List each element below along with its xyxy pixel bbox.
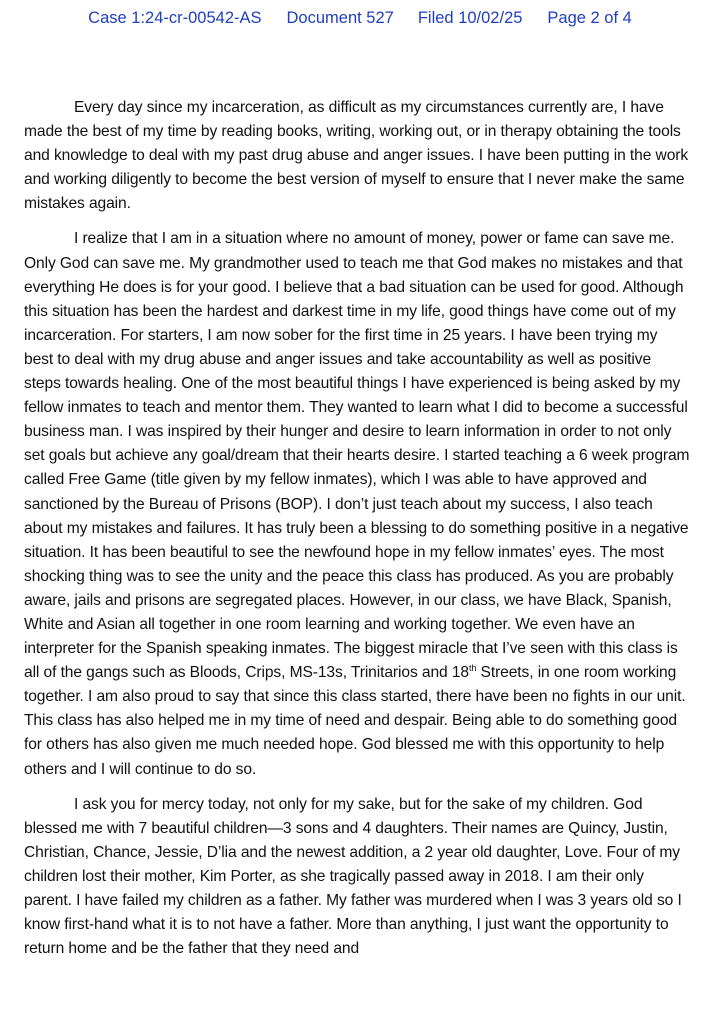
court-filing-header [0, 9, 720, 28]
paragraph-text-part-1: I realize that I am in a situation where no amount of money, power or fame can save me. Only God can save me. My grandmother used to teach me that God makes no mistakes and that everything He does is for your good. I believe that a bad situation can be used for good. Although this situation has been the hardest and darkest time in my life, good things have come out of my incarceration. For starters, I am now sober for the first time in 25 years. I have been trying my best to deal with my drug abuse and anger issues and take accountability as well as positive steps towards healing. One of the most beautiful things I have experienced is being asked by my fellow inmates to teach and mentor them. They wanted to learn what I did to become a successful business man. I was inspired by their hunger and desire to learn information in order to not only set goals but achieve any goal/dream that their hearts desire. I started teaching a 6 week program called Free Game (title given by my fellow inmates), which I was able to have approved and sanctioned by the Bureau of Prisons (BOP). I don’t just teach about my success, I also teach about my mistakes and failures. It has truly been a blessing to do something positive in a negative situation. It has been beautiful to see the newfound hope in my fellow inmates’ eyes. The most shocking thing was to see the unity and the peace this class has produced. As you are probably aware, jails and prisons are segregated places. However, in our class, we have Black, Spanish, White and Asian all together in one room learning and working together. We even have an interpreter for the Spanish speaking inmates. The biggest miracle that I’ve seen with this class is all of the gangs such as Bloods, Crips, MS-13s, Trinitarios and 18 [24, 230, 690, 682]
ordinal-suffix: th [468, 662, 477, 673]
document-number: Document 527 [286, 9, 394, 27]
paragraph-mercy-children: I ask you for mercy today, not only for my sake, but for the sake of my children. God blessed me with 7 beautiful children—3 sons and 4 daughters. Their names are Quincy, Justin, Christian, Chance, Jessie, D’lia and the newest addition, a 2 year old daughter, Love. Four of my children lost their mother, Kim Porter, as she tragically passed away in 2018. I am their only parent. I have failed my children as a father. My father was murdered when I was 3 years old so I know first-hand what it is to not have a father. More than anything, I just want the opportunity to return home and be the father that they need and [24, 795, 682, 958]
paragraph-incarceration: Every day since my incarceration, as difficult as my circumstances currently are, I have made the best of my time by reading books, writing, working out, or in therapy obtaining the tools and knowledge to deal with my past drug abuse and anger issues. I have been putting in the work and working diligently to become the best version of myself to ensure that I never make the same mistakes again. [24, 99, 689, 213]
page-number: Page 2 of 4 [547, 9, 632, 27]
paragraph-god-and-class [24, 227, 690, 781]
filed-date: Filed 10/02/25 [417, 9, 523, 27]
paragraph-text-part-2: Streets, in one room working together. I am also proud to say that since this class started, there have been no fights in our unit. This class has also helped me in my time of need and despair. Being able to do something good for others has also given me much needed hope. God blessed me with this opportunity to help others and I will continue to do so. [24, 664, 686, 778]
case-number: Case 1:24-cr-00542-AS [88, 9, 262, 27]
letter-body [24, 96, 690, 972]
